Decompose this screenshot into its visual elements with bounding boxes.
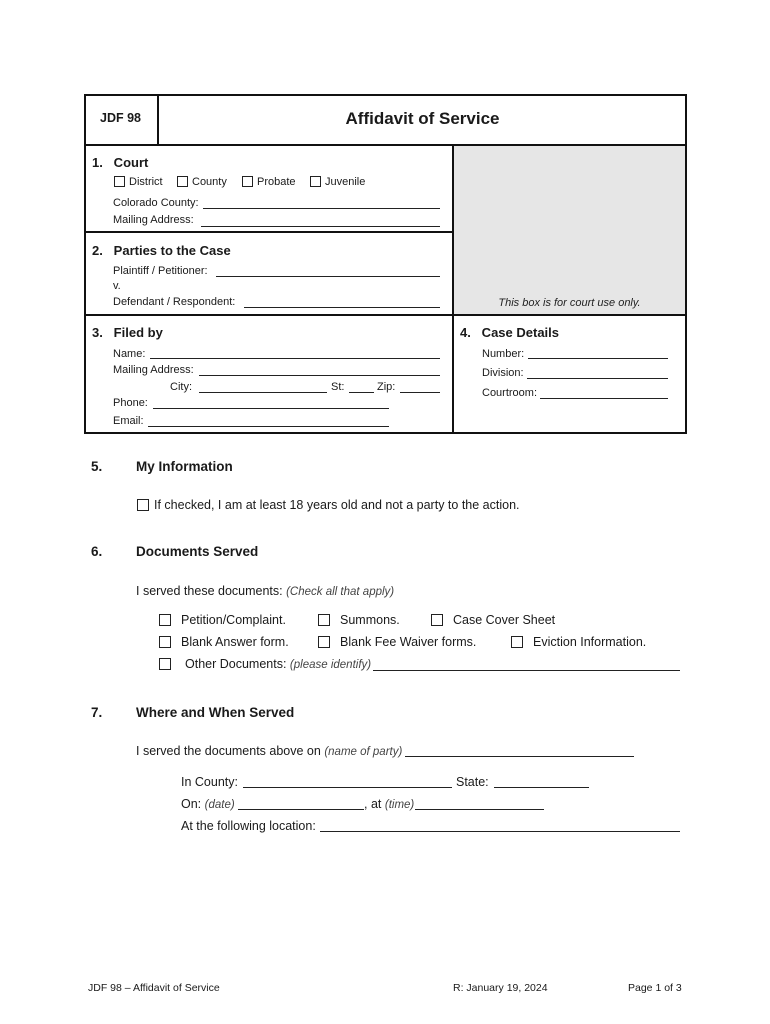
served-on-text: I served the documents above on: [136, 744, 321, 758]
time-hint: (time): [384, 799, 415, 811]
probate-checkbox[interactable]: [242, 176, 253, 187]
fee-waiver-label: Blank Fee Waiver forms.: [340, 635, 477, 649]
at-text: , at: [364, 797, 382, 811]
age-statement: If checked, I am at least 18 years old and not a party to the action.: [154, 498, 520, 512]
colorado-county-label: Colorado County:: [113, 197, 199, 209]
name-field[interactable]: [150, 358, 440, 359]
zip-field[interactable]: [400, 392, 440, 393]
court-heading: 1. Court: [92, 155, 149, 170]
date-hint: (date): [204, 799, 235, 811]
age-checkbox[interactable]: [137, 499, 149, 511]
served-state-label: State:: [456, 775, 489, 789]
documents-intro: [136, 584, 394, 598]
colorado-county-field[interactable]: [203, 208, 440, 209]
email-field[interactable]: [148, 426, 389, 427]
plaintiff-field[interactable]: [216, 276, 440, 277]
served-on-hint: (name of party): [324, 746, 403, 758]
served-state-field[interactable]: [494, 787, 589, 788]
zip-label: Zip:: [377, 381, 396, 393]
defendant-field[interactable]: [244, 307, 440, 308]
divider-court-parties: [84, 231, 454, 233]
date-field[interactable]: [238, 809, 364, 810]
state-label: St:: [331, 381, 345, 393]
eviction-label: Eviction Information.: [533, 635, 647, 649]
city-field[interactable]: [199, 392, 327, 393]
court-mailing-field[interactable]: [201, 226, 440, 227]
phone-label: Phone:: [113, 397, 148, 409]
party-name-field[interactable]: [405, 756, 634, 757]
filed-by-heading: 3. Filed by: [92, 325, 163, 340]
other-documents-hint: (please identify): [289, 659, 372, 671]
district-checkbox[interactable]: [114, 176, 125, 187]
section7-number: 7.: [91, 705, 103, 720]
location-field[interactable]: [320, 831, 680, 832]
section5-number: 5.: [91, 459, 103, 474]
versus-label: v.: [113, 280, 121, 292]
parties-heading: 2. Parties to the Case: [92, 243, 231, 258]
divider-parties-filed: [84, 314, 687, 316]
division-label: Division:: [482, 367, 524, 379]
courtroom-label: Courtroom:: [482, 387, 538, 399]
city-label: City:: [170, 381, 192, 393]
email-label: Email:: [113, 415, 144, 427]
court-use-box: [454, 146, 685, 315]
footer-left: JDF 98 – Affidavit of Service: [88, 982, 220, 994]
juvenile-label: Juvenile: [325, 176, 366, 188]
section6-number: 6.: [91, 544, 103, 559]
footer-right: Page 1 of 3: [628, 982, 682, 994]
documents-intro-hint: (Check all that apply): [286, 586, 395, 598]
answer-form-checkbox[interactable]: [159, 636, 171, 648]
on-date-label: [181, 797, 235, 811]
documents-intro-text: I served these documents:: [136, 584, 283, 598]
other-documents-checkbox[interactable]: [159, 658, 171, 670]
court-mailing-label: Mailing Address:: [113, 214, 194, 226]
county-label: County: [192, 176, 227, 188]
petition-label: Petition/Complaint.: [181, 613, 286, 627]
section7-title: Where and When Served: [136, 705, 295, 720]
plaintiff-label: Plaintiff / Petitioner:: [113, 265, 208, 277]
division-field[interactable]: [527, 378, 668, 379]
location-label: At the following location:: [181, 819, 316, 833]
county-checkbox[interactable]: [177, 176, 188, 187]
other-documents-text: Other Documents:: [185, 657, 287, 671]
phone-field[interactable]: [153, 408, 389, 409]
summons-label: Summons.: [340, 613, 400, 627]
in-county-field[interactable]: [243, 787, 452, 788]
case-number-field[interactable]: [528, 358, 668, 359]
eviction-checkbox[interactable]: [511, 636, 523, 648]
court-use-note: This box is for court use only.: [498, 297, 641, 309]
case-number-label: Number:: [482, 348, 525, 360]
on-text: On:: [181, 797, 202, 811]
cover-sheet-checkbox[interactable]: [431, 614, 443, 626]
courtroom-field[interactable]: [540, 398, 668, 399]
header-divider: [157, 94, 159, 146]
name-label: Name:: [113, 348, 146, 360]
answer-form-label: Blank Answer form.: [181, 635, 289, 649]
time-field[interactable]: [415, 809, 544, 810]
probate-label: Probate: [257, 176, 296, 188]
juvenile-checkbox[interactable]: [310, 176, 321, 187]
state-field[interactable]: [349, 392, 374, 393]
district-label: District: [129, 176, 163, 188]
filer-mailing-field[interactable]: [199, 375, 440, 376]
fee-waiver-checkbox[interactable]: [318, 636, 330, 648]
other-documents-label: [185, 657, 371, 671]
case-details-heading: 4. Case Details: [460, 325, 559, 340]
other-documents-field[interactable]: [373, 670, 680, 671]
section5-title: My Information: [136, 459, 233, 474]
cover-sheet-label: Case Cover Sheet: [453, 613, 556, 627]
form-id: JDF 98: [100, 111, 141, 125]
served-on-label: [136, 744, 402, 758]
filer-mailing-label: Mailing Address:: [113, 364, 194, 376]
at-time-label: [364, 797, 414, 811]
footer-center: R: January 19, 2024: [453, 982, 548, 994]
in-county-label: In County:: [181, 775, 238, 789]
defendant-label: Defendant / Respondent:: [113, 296, 236, 308]
petition-checkbox[interactable]: [159, 614, 171, 626]
summons-checkbox[interactable]: [318, 614, 330, 626]
section6-title: Documents Served: [136, 544, 259, 559]
form-title: Affidavit of Service: [345, 109, 500, 128]
